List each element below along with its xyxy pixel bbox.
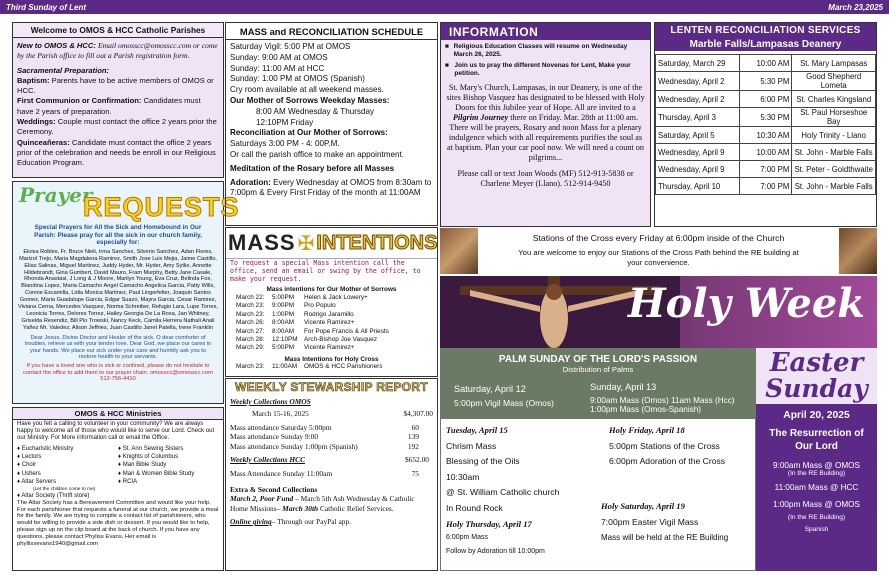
omos-intention-time: 8:00AM [272,327,295,335]
ministry-knights: ♦ Knights of Columbus [118,454,179,461]
omos-intentions-title: Mass intentions for Our Mother of Sorrows [266,286,397,293]
hcc-intention-time: 11:00AM [272,362,298,370]
stewardship-header [226,379,437,395]
weekday-title: Our Mother of Sorrows Weekday Masses: [230,95,390,105]
lenten-time: 10:00 AM [739,55,792,72]
omos-intention-date: March 23: [236,302,265,310]
lenten-location: Holy Trinity - Llano [792,127,876,144]
attendance-row [230,442,433,451]
ministry-altar-servers: ♦ Altar Servers [17,479,57,486]
omos-intention-time: 5:00PM [272,294,295,301]
lenten-row [656,178,876,195]
new-member-info: New to OMOS & HCC: Email omosscc@omosscc.com or come by the Parish office to fill out a Parish registration form. [17,41,218,61]
lenten-date: Wednesday, April 9 [656,161,740,178]
prayer-requests-header [13,182,240,224]
hcc-intentions-title: Mass Intentions for Holy Cross [284,355,379,363]
altar-servers-note: (Let the children come to me) [33,486,96,492]
welcome-panel [12,22,224,178]
omos-intention-name: Helen & Jack Lowery+ [304,294,368,301]
easter-title: Easter Sunday [765,348,868,403]
prayer-requests-panel [12,181,240,404]
omos-intention-name: Rodrigo Jaramillo [304,310,354,318]
holy-friday-block: Holy Friday, April 18 5:00pm Stations of the Cross 6:00pm Adoration of the Cross [609,425,726,467]
triduum-panel [440,418,756,571]
omos-intention-name: Vicente Ramirez+ [304,344,355,352]
tuesday-block: Tuesday, April 15 Chrism Mass Blessing of the Oils 10:30am @ St. William Catholic church In Round Rock [446,425,560,513]
mass-saturday: Saturday Vigil: 5:00 PM at OMOS [230,42,351,51]
hcc-intention-name: OMOS & HCC Parishioners [304,362,383,370]
stations-title: Stations of the Cross every Friday at 6:00pm inside of the Church [532,233,785,243]
palm-distribution: Distribution of Palms [562,365,634,374]
omos-intention-date: March 28: [236,336,265,344]
omos-collection-row: March 15-16, 2025 $4,307.00 [252,409,433,419]
easter-mass-3-note: (In the RE Building) [787,514,846,521]
omos-attendance [230,423,433,451]
lenten-location: St. Paul Horseshoe Bay [792,108,876,127]
altar-society-text: The Altar Society has a Bereavement Committee and would like your help. For each parishioner that requests a funeral at our church, we provide a meal for the family. We are trying to compile a contact list of parishioners, who would be willing to provide a side dish or dessert. If you would like to help, please sign up on the clip board at the back of church. If you have any questions, please contact Phyliss Evans. Her email is phyllissevans1940@gmail.com [17,499,219,548]
mass-sunday-11: Sunday: 11:00 AM at HCC [230,63,325,73]
lenten-date: Saturday, March 29 [656,55,740,72]
holy-week-banner [440,276,877,348]
ministry-eucharistic: ♦ Eucharistic Ministry [17,445,74,452]
omos-intention-row [236,294,437,302]
lenten-location: Good Shepherd Lometa [792,72,876,91]
ministries-intro: Have you felt a calling to volunteer in your community? We are always happy to welcome all of those who would like to serve our Lord. Check out our Ministry. For More information call or email the Office. [17,421,215,442]
top-bar [0,0,889,14]
stations-panel [440,228,877,274]
easter-mass-1-note: (In the RE Building) [787,470,846,477]
easter-date: April 20, 2025 [783,410,850,421]
lenten-table [655,54,876,195]
omos-intention-row [236,311,437,319]
weddings-info: Weddings: Couple must contact the office 2 years prior the Ceremony. [17,117,217,137]
intentions-header [226,228,437,258]
attendance-label: Mass attendance Sunday 9:00 [230,432,319,442]
lenten-time: 7:00 PM [739,161,792,178]
lenten-row [656,72,876,91]
pilgrim-contact: Please call or text Joan Woods (MF) 512-913-5838 or Charlene Meyer (Llano). 512-914-9450 [457,169,634,189]
lenten-subtitle: Marble Falls/Lampasas Deanery [689,39,842,50]
liturgical-day: Third Sunday of Lent [6,2,86,12]
lenten-row [656,108,876,127]
intentions-note: To request a special Mass intention call the office, send an email or swing by the office, to make your request. [226,258,437,283]
ministry-ushers: ♦ Ushers [17,470,41,477]
info-bullet-re: ■ Religious Education Classes will resume on Wednesday March 26, 2025. [445,43,628,59]
omos-intention-row [236,328,437,336]
mass-schedule-title: MASS and RECONCILIATION SCHEDULE [226,23,437,40]
omos-intention-name: Pro Populo [304,302,336,310]
omos-intention-date: March 23: [236,310,265,318]
easter-mass-2: 11:00am Mass @ HCC [774,483,859,492]
sacramental-title: Sacramental Preparation: [17,65,110,75]
ministry-choir: ♦ Choir [17,462,37,469]
holy-week-title: Holy Week [627,280,865,327]
lenten-date: Wednesday, April 2 [656,91,740,108]
prayer-title-block: REQUESTS [83,192,240,222]
lenten-location: St. Charles Kingsland [792,91,876,108]
lenten-header [655,23,876,51]
mass-sunday-1: Sunday: 1:00 PM at OMOS (Spanish) [230,74,365,84]
omos-intention-date: March 29: [236,344,265,352]
stations-sub: You are welcome to enjoy our Stations of the Cross Path behind the RE building at your convenience. [518,248,799,267]
hcc-collection-row: Weekly Collections HCC $652.00 [230,455,429,465]
lenten-date: Thursday, April 10 [656,178,740,195]
lenten-time: 7:00 PM [739,178,792,195]
intentions-title-word: INTENTIONS [316,231,438,254]
hcc-intention-date: March 23: [236,362,265,370]
omos-intention-name: Vicente Ramirez+ [304,319,355,327]
bulletin-date: March 23,2025 [828,2,883,12]
mass-schedule-panel [225,22,438,226]
palm-sunday-times: Sunday, April 13 9:00am Mass (Omos) 11am Mass (Hcc) 1:00pm Mass (Omos-Spanish) [590,382,735,414]
lenten-row [656,144,876,161]
lenten-time: 6:00 PM [739,91,792,108]
omos-intention-row [236,336,437,344]
easter-mass-3-lang: Spanish [804,526,829,533]
ministry-thrift: ♦ Altar Society (Thrift store) [17,492,90,499]
ministries-title: OMOS & HCC Ministries [13,408,223,420]
easter-panel [756,348,877,571]
cross-icon: ✠ [297,232,315,255]
attendance-label: Mass attendance Sunday 1:00pm (Spanish) [230,441,358,451]
weekday-line-2: 12:10PM Friday [256,117,314,127]
ministry-list-left [17,445,118,492]
easter-mass-1: 9:00am Mass @ OMOS [772,461,861,470]
first-communion-info: First Communion or Confirmation: Candidates must have 2 years of preparation. [17,96,201,116]
lenten-location: St. John - Marble Falls [792,144,876,161]
attendance-count: 139 [407,432,419,442]
prayer-names: Eloisa Robles, Fr. Bruce Nieli, Irma Sanchez, Silverio Sanchez, Adan Flores, Marizol Trejo, Maria Magdalena Ramirez, Smith Jose Luis Mejia, Jaime Castillo, Elias Salinas, Miguel Martinez, Juddy Hyder, Mr. Hyder, Amy Sytlie, Annette Hildebrandt, Gina Gumbert, David Mauro, Fram Murphy, Betty Jane Casale, Rhonda Anastasi, J Long & J Moore, Marilyn Young, Eva Cruz, Belinda Fox, Blandina Lopez, Maria Camacho Angel Camacho Angelica Garcia, Patty Wills, Connie Escamilla, Lidia Monica Martinez, Paul Lingerfelter, Joaquin Santos Gomez, Maria Guadalupe Garcia, Edgar Suazo, Mayra Garcia, Cesar Ramirez, Viviana Cerna, Mercedes Vasquez, Norma Schreiber, Refugio Lara, Lupe Torres, Leonicia Torres, Delores Torrez, Hailey Georgia De La Rosa, Jan Whitney, Griselda Resendiz, Bill Pio Trowski, Nancy Keck, Camila Herrera Nathali Anali Yañez Mr. Valedez, Alison Jeffries, Juan Castillo Janet Patella, Irene Franklin [18,248,218,331]
holy-saturday-block: Holy Saturday, April 19 7:00pm Easter Vigil Mass Mass will be held at the RE Building [601,501,729,542]
lenten-row [656,127,876,144]
hcc-intentions-list [226,363,437,371]
online-giving[interactable]: Online giving– Through our PayPal app. [230,517,351,527]
ministry-man-bible: ♦ Man Bible Study [118,462,167,469]
reconciliation-appointment: Or call the parish office to make an appointment. [230,149,404,159]
stations-image-right [839,228,877,274]
omos-intention-date: March 26: [236,319,265,327]
attendance-count: 192 [407,441,419,451]
lenten-time: 10:30 AM [739,127,792,144]
omos-intention-time: 12:10PM [272,336,298,344]
omos-intention-time: 5:00PM [272,344,295,352]
information-panel [440,22,651,227]
lenten-location: St. Peter - Goldthwaite [792,161,876,178]
omos-intention-time: 1:00PM [272,310,295,318]
lenten-date: Saturday, April 5 [656,127,740,144]
omos-intention-name: Arch-Bishop Joe Vasquez [304,336,378,344]
prayer-contact: If you have a loved one who is sick or confined, please do not hesitate to contact the office to add them to our prayer chain. omosscc@omosscc.com 512-756-4410 [23,363,213,383]
omos-collections-title: Weekly Collections OMOS [230,397,311,406]
omos-intention-date: March 22: [236,294,265,301]
ministry-mw-bible: ♦ Man & Women Bible Study [118,470,195,477]
easter-resurrection: The Resurrection of Our Lord [769,428,864,452]
lenten-date: Wednesday, April 2 [656,72,740,91]
rosary-note: Meditation of the Rosary before all Masses [230,163,395,173]
ministries-panel [12,407,224,571]
baptism-info: Baptism: Parents have to be active members of OMOS or HCC. [17,75,214,96]
easter-mass-3: 1:00pm Mass @ OMOS [772,500,861,509]
attendance-label: Mass attendance Saturday 5:00pm [230,422,332,432]
cry-room-note: Cry room available at all weekend masses. [230,85,384,95]
omos-intention-row [236,344,437,352]
omos-intention-row [236,302,437,310]
quinceanera-info: Quinceañeras: Candidate must contact the office 2 years prior of the celebration and needs be enroll in our Religious Education Program. [17,137,216,168]
ministry-lectors: ♦ Lectors [17,454,42,461]
lenten-date: Thursday, April 3 [656,108,740,127]
lenten-time: 5:30 PM [739,108,792,127]
info-bullet-novenas: ■ Join us to pray the different Novenas for Lent, Make your petition. [445,61,631,78]
lenten-title: LENTEN RECONCILIATION SERVICES [670,25,861,36]
palm-sunday-title: PALM SUNDAY OF THE LORD'S PASSION [498,354,698,365]
hcc-intention-row [236,363,437,371]
holy-thursday-block: Holy Thursday, April 17 6:00pm Mass Follow by Adoration till 10:00pm [446,519,545,555]
ministry-rcia: ♦ RCIA [118,479,138,486]
omos-intention-time: 9:00PM [272,302,295,310]
attendance-row [230,423,433,432]
information-title: INFORMATION [441,23,650,40]
omos-intention-time: 8:00AM [272,319,295,327]
attendance-row [230,432,433,441]
pilgrim-journey-text: St. Mary's Church, Lampasas, in our Deanery, is one of the sites Bishop Vasquez has designated to be blessed with Holy Doors for this Jubilee year of Hope. All are invited to a Pilgrim Journey there on Friday. Mar. 28th at 11:00 am. There will be prayers, Rosary and noon Mass for a plenary indulgence which with all requirements purifies the soul as at baptism. Plan your car pool now. We will need a count on pilgrims... [446,82,645,163]
lenten-row [656,55,876,72]
stations-image-left [440,228,478,274]
omos-intentions-list [226,293,437,353]
lenten-time: 5:30 PM [739,72,792,91]
omos-intention-date: March 27: [236,327,265,335]
hcc-attendance-row: Mass Attendance Sunday 11:00am 75 [230,469,419,479]
mass-intentions-panel [225,227,438,377]
extra-collections-text: March 2, Poor Fund – March 5th Ash Wednesday & Catholic Home Missions– March 30th Catholic Relief Services. [230,494,415,513]
lenten-row [656,161,876,178]
lenten-location: St. John - Marble Falls [792,178,876,195]
palm-sunday-panel [440,348,756,418]
easter-schedule [756,404,877,571]
stewardship-title: WEEKLY STEWARSHIP REPORT [234,380,428,394]
adoration-info: Adoration: Every Wednesday at OMOS from 8:30am to 7:00pm & Every First Friday of the month at 11:00AM [230,177,432,198]
ministry-sewing: ♦ St. Ann Sewing Sisters [118,445,184,452]
mass-sunday-9: Sunday: 9:00 AM at OMOS [230,52,328,62]
lenten-date: Wednesday, April 9 [656,144,740,161]
reconciliation-time: Saturdays 3:00 PM - 4: 00P.M. [230,139,340,149]
lenten-time: 10:00 AM [739,144,792,161]
omos-intention-name: For Pope Francis & All Priests [304,327,389,335]
prayer-title-script: Prayer [19,183,93,207]
welcome-title: Welcome to OMOS & HCC Catholic Parishes [13,23,223,38]
intentions-title-mass: MASS [228,230,296,255]
weekday-line-1: 8:00 AM Wednesday & Thursday [256,106,375,116]
healing-prayer: Dear Jesus, Divine Doctor and Healer of the sick. O dear comforter of troubles, relieve us with your tender love. Dear God, we place our cares in your hands. We place our sick under your care and humbly ask you to restore health to your servants. [24,334,212,361]
prayer-intro: Special Prayers for All the Sick and Homebound in Our Parish: Please pray for all the sick in our church family, especially for: [34,224,202,247]
stewardship-panel [225,378,438,571]
lenten-location: St. Mary Lampasas [792,55,876,72]
lenten-reconciliation-panel [654,22,877,227]
attendance-count: 60 [411,422,419,432]
lenten-row [656,91,876,108]
omos-intention-row [236,319,437,327]
palm-saturday: Saturday, April 12 5:00pm Vigil Mass (Omos) [454,384,554,408]
extra-collections-title: Extra & Second Collections [230,484,318,494]
reconciliation-title: Reconciliation at Our Mother of Sorrows: [230,128,388,138]
